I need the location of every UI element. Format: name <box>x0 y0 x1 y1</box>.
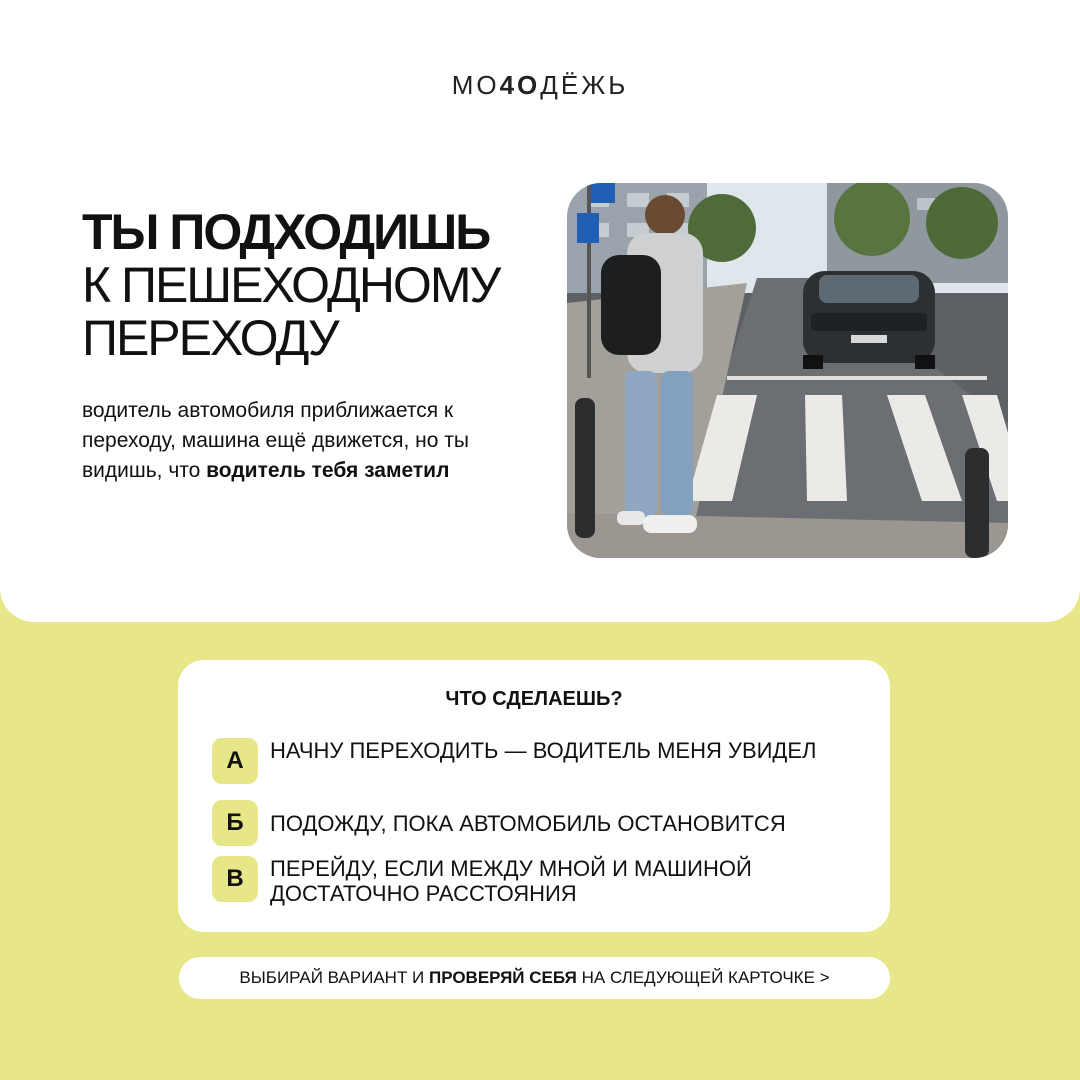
brand-logo <box>0 70 1080 101</box>
description-text: водитель автомобиля приближается к переходу, машина ещё движется, но ты видишь, что <box>82 399 469 482</box>
logo-part-3: ДЁЖЬ <box>540 70 629 100</box>
option-c-text: ПЕРЕЙДУ, ЕСЛИ МЕЖДУ МНОЙ И МАШИНОЙ ДОСТАТОЧНО РАССТОЯНИЯ <box>270 856 752 906</box>
option-a-badge: А <box>212 738 258 784</box>
pedestrian-crosswalk-photo <box>567 183 1008 558</box>
headline-line-2: К ПЕШЕХОДНОМУ <box>82 257 500 313</box>
question-card <box>178 660 890 932</box>
option-b-text: ПОДОЖДУ, ПОКА АВТОМОБИЛЬ ОСТАНОВИТСЯ <box>270 811 786 836</box>
option-c-badge: В <box>212 856 258 902</box>
option-b-badge: Б <box>212 800 258 846</box>
footer-text-pre: ВЫБИРАЙ ВАРИАНТ И <box>239 968 429 987</box>
logo-part-2: 4О <box>499 70 541 100</box>
description <box>82 396 542 486</box>
headline-line-1: ТЫ ПОДХОДИШЬ <box>82 204 490 260</box>
question-title: ЧТО СДЕЛАЕШЬ? <box>445 688 623 710</box>
option-a-text: НАЧНУ ПЕРЕХОДИТЬ — ВОДИТЕЛЬ МЕНЯ УВИДЕЛ <box>270 738 817 763</box>
headline-line-3: ПЕРЕХОДУ <box>82 310 338 366</box>
description-bold: водитель тебя заметил <box>206 459 450 482</box>
headline <box>82 206 542 365</box>
next-card-hint[interactable] <box>179 957 890 999</box>
footer-text-post: НА СЛЕДУЮЩЕЙ КАРТОЧКЕ > <box>576 968 830 987</box>
footer-text-bold: ПРОВЕРЯЙ СЕБЯ <box>429 968 577 987</box>
logo-part-1: МО <box>451 70 500 100</box>
